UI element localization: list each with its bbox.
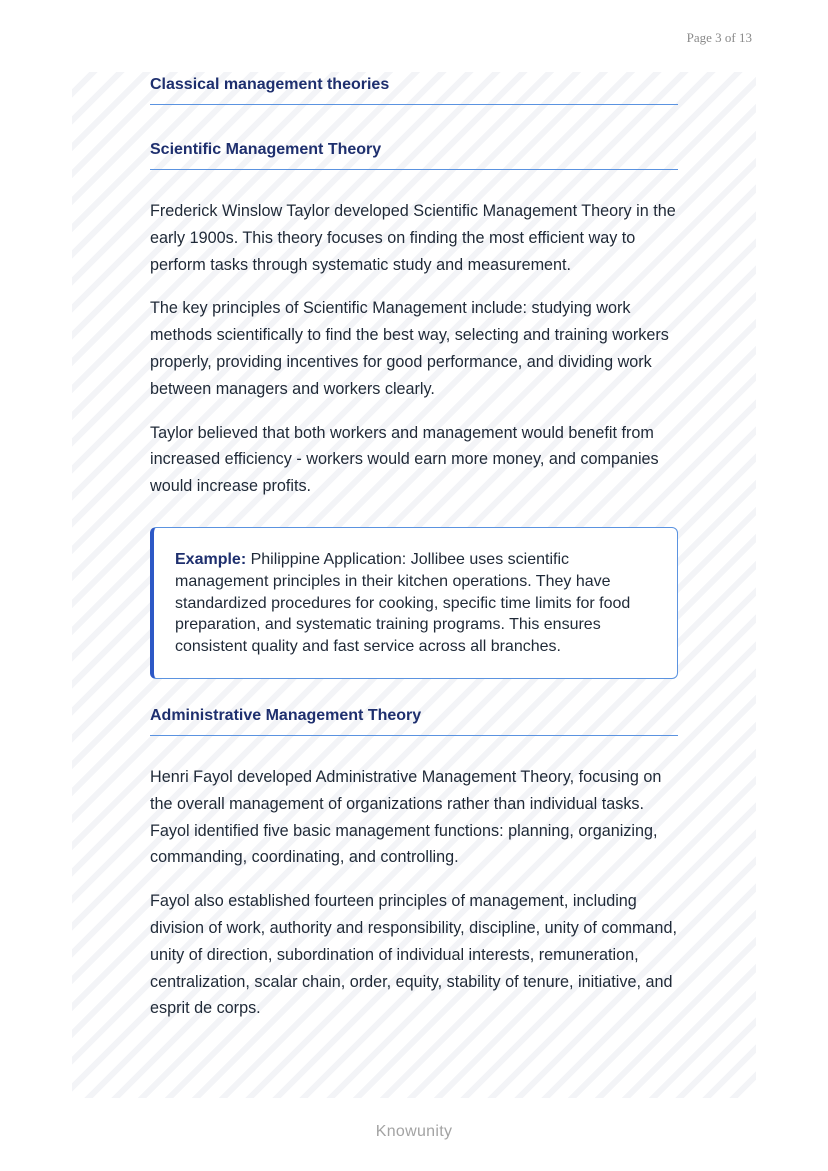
paragraph-taylor-intro: Frederick Winslow Taylor developed Scientific Management Theory in the early 1900s. This theory focuses on finding the most efficient way to perform tasks through systematic study and measurement. (150, 202, 676, 274)
example-callout (150, 527, 678, 679)
footer-brand: Knowunity (375, 1123, 453, 1140)
page-number: Page 3 of 13 (686, 30, 752, 45)
example-label: Example: (175, 550, 247, 568)
section-heading-classical: Classical management theories (150, 74, 678, 105)
section-heading-administrative: Administrative Management Theory (150, 705, 678, 736)
example-body: Philippine Application: Jollibee uses scientific management principles in their kitchen operations. They have standardized procedures for cooking, specific time limits for food preparation, and systematic training programs. This ensures consistent quality and fast service across all branches. (175, 550, 631, 656)
paragraph-fayol-intro: Henri Fayol developed Administrative Management Theory, focusing on the overall management of organizations rather than individual tasks. Fayol identified five basic management functions: planning, organizing, commanding, coordinating, and controlling. (150, 767, 662, 867)
section-heading-scientific: Scientific Management Theory (150, 139, 678, 170)
document-body (150, 74, 678, 1022)
example-text (175, 549, 657, 658)
paragraph-taylor-benefits: Taylor believed that both workers and management would benefit from increased efficiency - workers would earn more money, and companies would increase profits. (150, 423, 659, 496)
paragraph-key-principles: The key principles of Scientific Management include: studying work methods scientifically to find the best way, selecting and training workers properly, providing incentives for good performance, and dividing work between managers and workers clearly. (150, 299, 669, 398)
paragraph-fayol-principles: Fayol also established fourteen principles of management, including division of work, authority and responsibility, discipline, unity of command, unity of direction, subordination of individual interests, remuneration, centralization, scalar chain, order, equity, stability of tenure, initiative, and esprit de corps. (150, 892, 677, 1018)
